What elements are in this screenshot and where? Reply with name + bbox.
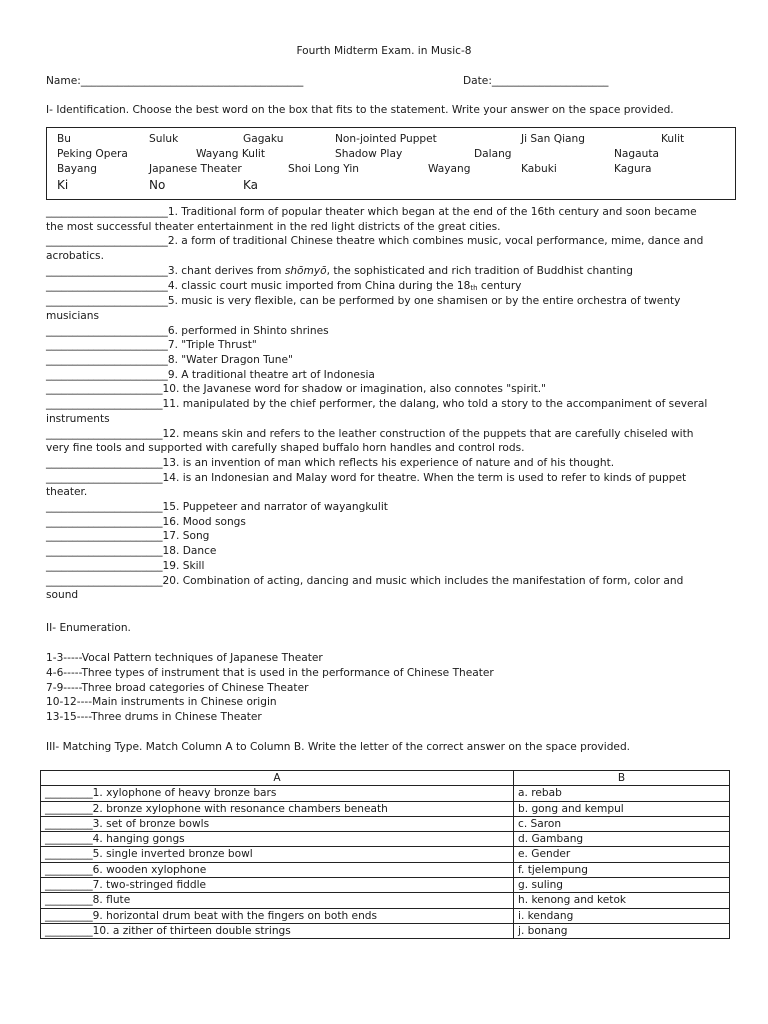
identification-item-12 — [46, 427, 716, 456]
word-box-item: Kulit — [661, 133, 685, 145]
column-a-cell[interactable]: _________9. horizontal drum beat with the fingers on both ends — [41, 908, 514, 923]
answer-blank[interactable]: ______________________ — [46, 501, 163, 514]
identification-item-2 — [46, 234, 716, 263]
enumeration-item: 1-3-----Vocal Pattern techniques of Japanese Theater — [46, 652, 323, 664]
column-a-cell[interactable]: _________3. set of bronze bowls — [41, 816, 514, 831]
answer-blank[interactable]: _______________________ — [46, 368, 168, 381]
identification-item-11 — [46, 397, 716, 426]
answer-blank[interactable]: _______________________ — [46, 206, 168, 218]
column-b-cell: f. tjelempung — [514, 862, 730, 877]
word-box-item: Dalang — [474, 148, 512, 160]
word-box-item: Kabuki — [521, 163, 557, 175]
matching-table — [40, 770, 730, 939]
word-box-item: Suluk — [149, 133, 179, 145]
enumeration-item: 13-15----Three drums in Chinese Theater — [46, 711, 262, 724]
table-row — [41, 816, 730, 831]
column-a-cell[interactable]: _________8. flute — [41, 893, 514, 908]
column-b-cell: e. Gender — [514, 847, 730, 862]
column-b-cell: j. bonang — [514, 923, 730, 938]
question-text: 17. Song — [162, 530, 210, 543]
column-a-cell[interactable]: _________1. xylophone of heavy bronze bars — [41, 786, 514, 801]
answer-blank[interactable]: _______________________ — [46, 235, 168, 248]
question-text: 18. Dance — [162, 545, 217, 558]
table-row — [41, 786, 730, 801]
question-text-italic: shōmyō — [284, 264, 327, 277]
word-box — [46, 127, 736, 200]
answer-blank[interactable]: _______________________ — [46, 339, 168, 352]
identification-item-8 — [46, 353, 716, 368]
word-box-item: Non-jointed Puppet — [335, 133, 437, 145]
word-box-item: Shoi Long Yin — [288, 163, 359, 175]
word-box-item: Wayang — [428, 163, 471, 175]
column-b-cell: g. suling — [514, 878, 730, 893]
word-box-item: Bu — [57, 133, 71, 145]
date-field-label: Date:______________________ — [463, 75, 609, 87]
question-text: 11. manipulated by the chief performer, the dalang, who told a story to the accompaniment of several instruments — [46, 398, 708, 425]
identification-item-15 — [46, 500, 716, 515]
exam-title: Fourth Midterm Exam. in Music-8 — [296, 45, 472, 57]
table-row — [41, 832, 730, 847]
question-text: century — [477, 279, 522, 292]
question-text: 19. Skill — [162, 559, 205, 572]
part1-instruction: I- Identification. Choose the best word on the box that fits to the statement. Write your answer on the space provided. — [46, 104, 674, 116]
word-box-item: Gagaku — [243, 133, 284, 145]
question-text: , the sophisticated and rich tradition of Buddhist chanting — [326, 264, 633, 277]
identification-item-13 — [46, 456, 716, 471]
identification-item-14 — [46, 471, 716, 500]
table-row — [41, 893, 730, 908]
question-text: 8. "Water Dragon Tune" — [167, 354, 293, 367]
identification-list — [46, 205, 716, 603]
question-text: 9. A traditional theatre art of Indonesia — [167, 368, 375, 381]
answer-blank[interactable]: ______________________ — [46, 545, 163, 558]
identification-item-7 — [46, 338, 716, 353]
part2-heading: II- Enumeration. — [46, 622, 131, 634]
answer-blank[interactable]: ______________________ — [46, 574, 163, 587]
column-b-cell: a. rebab — [514, 786, 730, 801]
table-row — [41, 923, 730, 938]
enumeration-item: 7-9-----Three broad categories of Chinese Theater — [46, 681, 309, 694]
column-b-cell: c. Saron — [514, 816, 730, 831]
answer-blank[interactable]: ______________________ — [46, 456, 163, 469]
enumeration-item: 10-12----Main instruments in Chinese origin — [46, 696, 277, 709]
question-text: 12. means skin and refers to the leather construction of the puppets that are carefully chiseled with very fine tools and supported with carefully shaped buffalo horn handles and control rods. — [46, 427, 694, 455]
answer-blank[interactable]: _______________________ — [46, 264, 168, 277]
question-text: 7. "Triple Thrust" — [167, 339, 257, 352]
column-a-header: A — [41, 771, 514, 786]
question-text: 15. Puppeteer and narrator of wayangkulit — [162, 501, 388, 514]
word-box-item: Ka — [243, 178, 259, 192]
table-row — [41, 801, 730, 816]
question-text: 13. is an invention of man which reflects his experience of nature and of his thought. — [162, 456, 615, 469]
identification-item-17 — [46, 529, 716, 544]
identification-item-5 — [46, 294, 716, 323]
identification-item-18 — [46, 544, 716, 559]
table-row — [41, 847, 730, 862]
question-text: 16. Mood songs — [162, 515, 246, 528]
answer-blank[interactable]: ______________________ — [46, 530, 163, 543]
answer-blank[interactable]: _______________________ — [46, 279, 168, 292]
identification-item-20 — [46, 574, 716, 603]
word-box-item: Nagauta — [614, 148, 659, 160]
identification-item-16 — [46, 515, 716, 530]
column-b-cell: i. kendang — [514, 908, 730, 923]
column-b-header: B — [514, 771, 730, 786]
identification-item-10 — [46, 382, 716, 397]
matching-header-row — [41, 771, 730, 786]
enumeration-list — [46, 651, 494, 725]
word-box-item: Wayang Kulit — [196, 148, 266, 160]
identification-item-19 — [46, 559, 716, 574]
answer-blank[interactable]: _______________________ — [46, 324, 168, 337]
question-text: 6. performed in Shinto shrines — [167, 324, 329, 337]
answer-blank[interactable]: ______________________ — [46, 515, 163, 528]
question-text: 4. classic court music imported from China during the 18 — [167, 279, 471, 292]
word-box-item: No — [149, 178, 166, 192]
word-box-item: Peking Opera — [57, 148, 128, 160]
identification-item-4 — [46, 279, 716, 295]
answer-blank[interactable]: ______________________ — [46, 559, 163, 572]
identification-item-9 — [46, 368, 716, 383]
column-a-cell[interactable]: _________10. a zither of thirteen double strings — [41, 923, 514, 938]
table-row — [41, 878, 730, 893]
identification-item-3 — [46, 264, 716, 279]
word-box-item: Ji San Qiang — [521, 133, 585, 145]
column-b-cell: h. kenong and ketok — [514, 893, 730, 908]
column-a-cell[interactable]: _________5. single inverted bronze bowl — [41, 847, 514, 862]
table-row — [41, 862, 730, 877]
answer-blank[interactable]: _______________________ — [46, 295, 168, 308]
column-a-cell[interactable]: _________2. bronze xylophone with resonance chambers beneath — [41, 801, 514, 816]
column-b-cell: b. gong and kempul — [514, 801, 730, 816]
question-text: 14. is an Indonesian and Malay word for theatre. When the term is used to refer to kinds of puppet theater. — [46, 471, 687, 499]
answer-blank[interactable]: _______________________ — [46, 354, 168, 367]
question-text: 10. the Javanese word for shadow or imagination, also connotes "spirit." — [162, 383, 547, 396]
answer-blank[interactable]: ______________________ — [46, 471, 163, 484]
table-row — [41, 908, 730, 923]
column-a-cell[interactable]: _________7. two-stringed fiddle — [41, 878, 514, 893]
question-text: 1. Traditional form of popular theater which began at the end of the 16th century and soon became the most successful theater entertainment in the red light districts of the great cities. — [46, 206, 697, 233]
ordinal-suffix: th — [470, 283, 478, 292]
identification-item-6 — [46, 324, 716, 339]
answer-blank[interactable]: ______________________ — [46, 383, 163, 396]
word-box-item: Ki — [57, 178, 69, 192]
enumeration-item: 4-6-----Three types of instrument that is used in the performance of Chinese Theater — [46, 666, 494, 679]
identification-item-1 — [46, 205, 716, 234]
answer-blank[interactable]: ______________________ — [46, 398, 163, 411]
column-a-cell[interactable]: _________4. hanging gongs — [41, 832, 514, 847]
question-text: 5. music is very flexible, can be performed by one shamisen or by the entire orchestra of twenty musicians — [46, 295, 681, 322]
column-a-cell[interactable]: _________6. wooden xylophone — [41, 862, 514, 877]
column-b-cell: d. Gambang — [514, 832, 730, 847]
word-box-item: Shadow Play — [335, 148, 403, 160]
question-text: 2. a form of traditional Chinese theatre which combines music, vocal performance, mime, dance and acrobatics. — [46, 235, 704, 263]
question-text: 3. chant derives from — [167, 264, 285, 277]
part3-instruction: III- Matching Type. Match Column A to Column B. Write the letter of the correct answer on the space provided. — [46, 741, 631, 753]
name-field-label: Name:__________________________________________ — [46, 75, 304, 87]
word-box-item: Kagura — [614, 163, 652, 175]
word-box-item: Japanese Theater — [149, 163, 242, 175]
answer-blank[interactable]: ______________________ — [46, 427, 163, 440]
question-text: 20. Combination of acting, dancing and music which includes the manifestation of form, color and sound — [46, 574, 684, 602]
word-box-item: Bayang — [57, 163, 97, 175]
